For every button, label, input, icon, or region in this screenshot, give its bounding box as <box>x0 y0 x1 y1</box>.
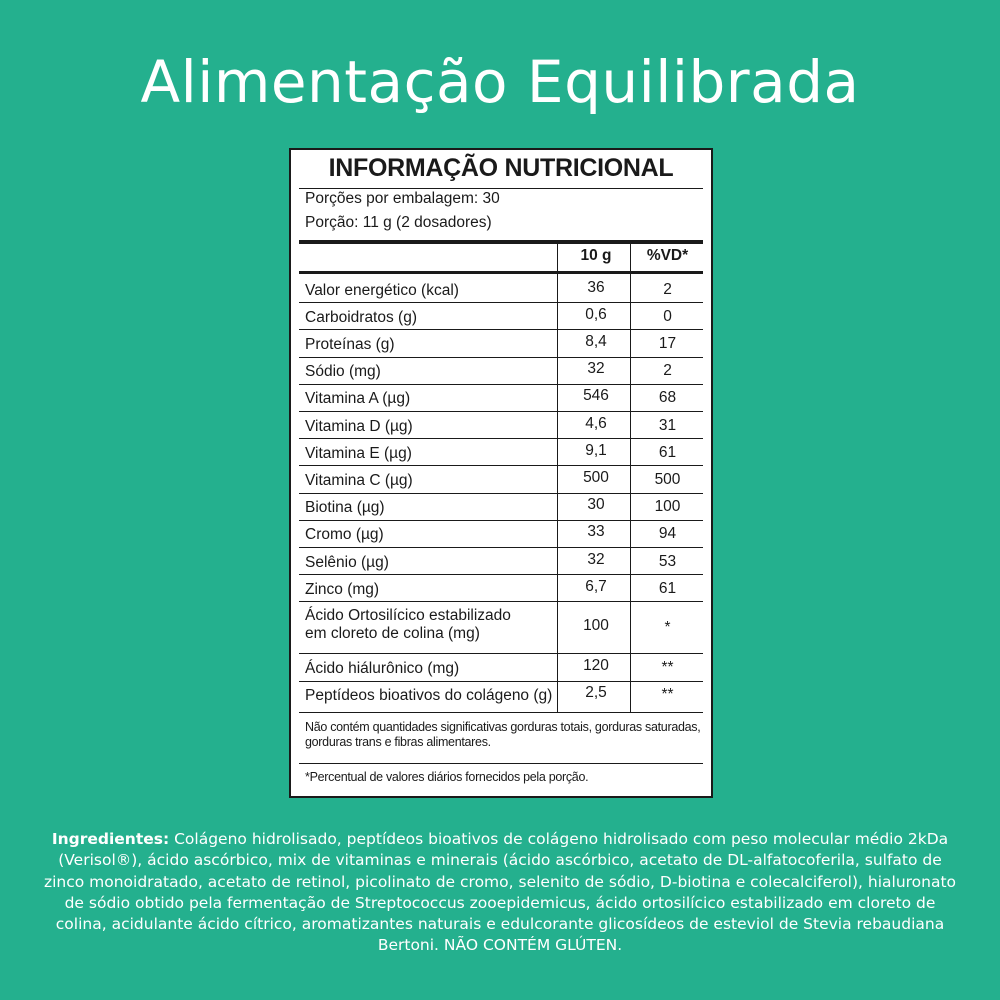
nutrition-label-heading: INFORMAÇÃO NUTRICIONAL <box>328 154 674 182</box>
nutrient-vd: 31 <box>658 416 677 434</box>
note-line-1: Não contém quantidades significativas gorduras totais, gorduras saturadas, <box>305 720 701 734</box>
divider <box>299 712 703 713</box>
nutrient-vd: * <box>664 619 671 637</box>
ingredients-text <box>40 829 960 957</box>
nutrient-vd: 61 <box>658 443 677 461</box>
nutrition-row <box>299 547 703 574</box>
column-header-vd: %VD* <box>646 247 689 264</box>
nutrient-vd: ** <box>661 686 674 704</box>
nutrition-row <box>299 574 703 601</box>
nutrition-label <box>289 148 713 798</box>
nutrient-vd: ** <box>661 658 674 676</box>
nutrient-name: Carboidratos (g) <box>305 308 417 326</box>
nutrient-vd: 68 <box>658 389 677 407</box>
nutrient-amount: 6,7 <box>585 577 607 595</box>
nutrient-amount: 4,6 <box>585 414 607 432</box>
nutrient-vd: 61 <box>658 579 677 597</box>
nutrition-row <box>299 357 703 384</box>
nutrient-vd: 0 <box>663 307 672 325</box>
nutrient-vd: 2 <box>663 280 672 298</box>
ingredients-list: Colágeno hidrolisado, peptídeos bioativos de colágeno hidrolisado com peso molecular médio 2kDa (Verisol®), ácido ascórbico, mix de vitaminas e minerais (ácido ascórbico, acetato de DL-alfatocoferila, sulfato de zinco monoidratado, acetato de retinol, picolinato de cromo, selenito de sódio, D-biotina e colecalciferol), hialuronato de sódio obtido pela fermentação de Streptococcus zooepidemicus, ácido ortosilícico estabilizado em cloreto de colina, acidulante ácido cítrico, aromatizantes naturais e edulcorante glicosídeos de esteviol de Stevia rebaudiana Bertoni. NÃO CONTÉM GLÚTEN. <box>43 830 957 955</box>
nutrition-row <box>299 329 703 356</box>
nutrient-name: Selênio (µg) <box>305 553 389 571</box>
nutrition-row <box>299 653 703 680</box>
nutrient-amount: 30 <box>587 496 605 514</box>
nutrient-vd: 100 <box>654 498 681 516</box>
nutrition-row <box>299 275 703 302</box>
nutrient-vd: 2 <box>663 362 672 380</box>
column-header-amount: 10 g <box>580 247 612 264</box>
nutrient-name: Vitamina E (µg) <box>305 444 412 462</box>
footnote: *Percentual de valores diários fornecidos pela porção. <box>305 770 589 784</box>
nutrient-amount: 33 <box>587 523 605 541</box>
nutrient-vd: 17 <box>658 334 677 352</box>
nutrient-name: Ácido Ortosilícico estabilizado <box>305 607 511 625</box>
nutrient-name: Vitamina D (µg) <box>305 417 413 435</box>
nutrient-amount: 120 <box>583 656 609 674</box>
nutrition-row <box>299 520 703 547</box>
note-line-2: gorduras trans e fibras alimentares. <box>305 735 491 749</box>
servings-per-package: Porções por embalagem: 30 <box>305 190 500 207</box>
nutrition-row <box>299 438 703 465</box>
nutrient-amount: 2,5 <box>585 684 607 702</box>
nutrition-row <box>299 493 703 520</box>
nutrient-name: Zinco (mg) <box>305 580 380 598</box>
nutrient-amount: 9,1 <box>585 441 607 459</box>
nutrient-name: Proteínas (g) <box>305 335 395 353</box>
nutrient-name: Peptídeos bioativos do colágeno (g) <box>305 687 553 705</box>
nutrition-row <box>299 411 703 438</box>
divider <box>299 763 703 764</box>
nutrient-name: Ácido hiálurônico (mg) <box>305 659 460 677</box>
nutrient-vd: 500 <box>654 470 681 488</box>
nutrient-name: Sódio (mg) <box>305 363 381 381</box>
column-header-row <box>299 247 703 271</box>
nutrient-vd: 53 <box>658 552 677 570</box>
serving-size: Porção: 11 g (2 dosadores) <box>305 214 492 231</box>
nutrient-name: Cromo (µg) <box>305 526 384 544</box>
nutrition-row <box>299 302 703 329</box>
nutrient-amount: 500 <box>583 468 609 486</box>
ingredients-heading: Ingredientes: <box>51 830 170 848</box>
nutrient-vd: 94 <box>658 525 677 543</box>
nutrient-amount: 0,6 <box>585 305 607 323</box>
nutrient-name: Biotina (µg) <box>305 499 385 517</box>
nutrition-row <box>299 465 703 492</box>
header-divider <box>299 271 703 274</box>
nutrition-row <box>299 681 703 708</box>
nutrient-name-line-2: em cloreto de colina (mg) <box>305 625 480 643</box>
nutrient-amount: 100 <box>583 617 609 635</box>
nutrient-name: Vitamina A (µg) <box>305 390 411 408</box>
nutrition-row <box>299 601 703 653</box>
nutrient-name: Vitamina C (µg) <box>305 471 413 489</box>
nutrient-amount: 36 <box>587 278 605 296</box>
nutrient-amount: 8,4 <box>585 332 607 350</box>
nutrient-name: Valor energético (kcal) <box>305 281 459 299</box>
nutrient-amount: 32 <box>587 360 605 378</box>
nutrient-amount: 32 <box>587 550 605 568</box>
divider <box>299 188 703 189</box>
nutrient-amount: 546 <box>583 387 609 405</box>
page-title: Alimentação Equilibrada <box>140 48 860 116</box>
nutrition-row <box>299 384 703 411</box>
thick-divider <box>299 240 703 244</box>
